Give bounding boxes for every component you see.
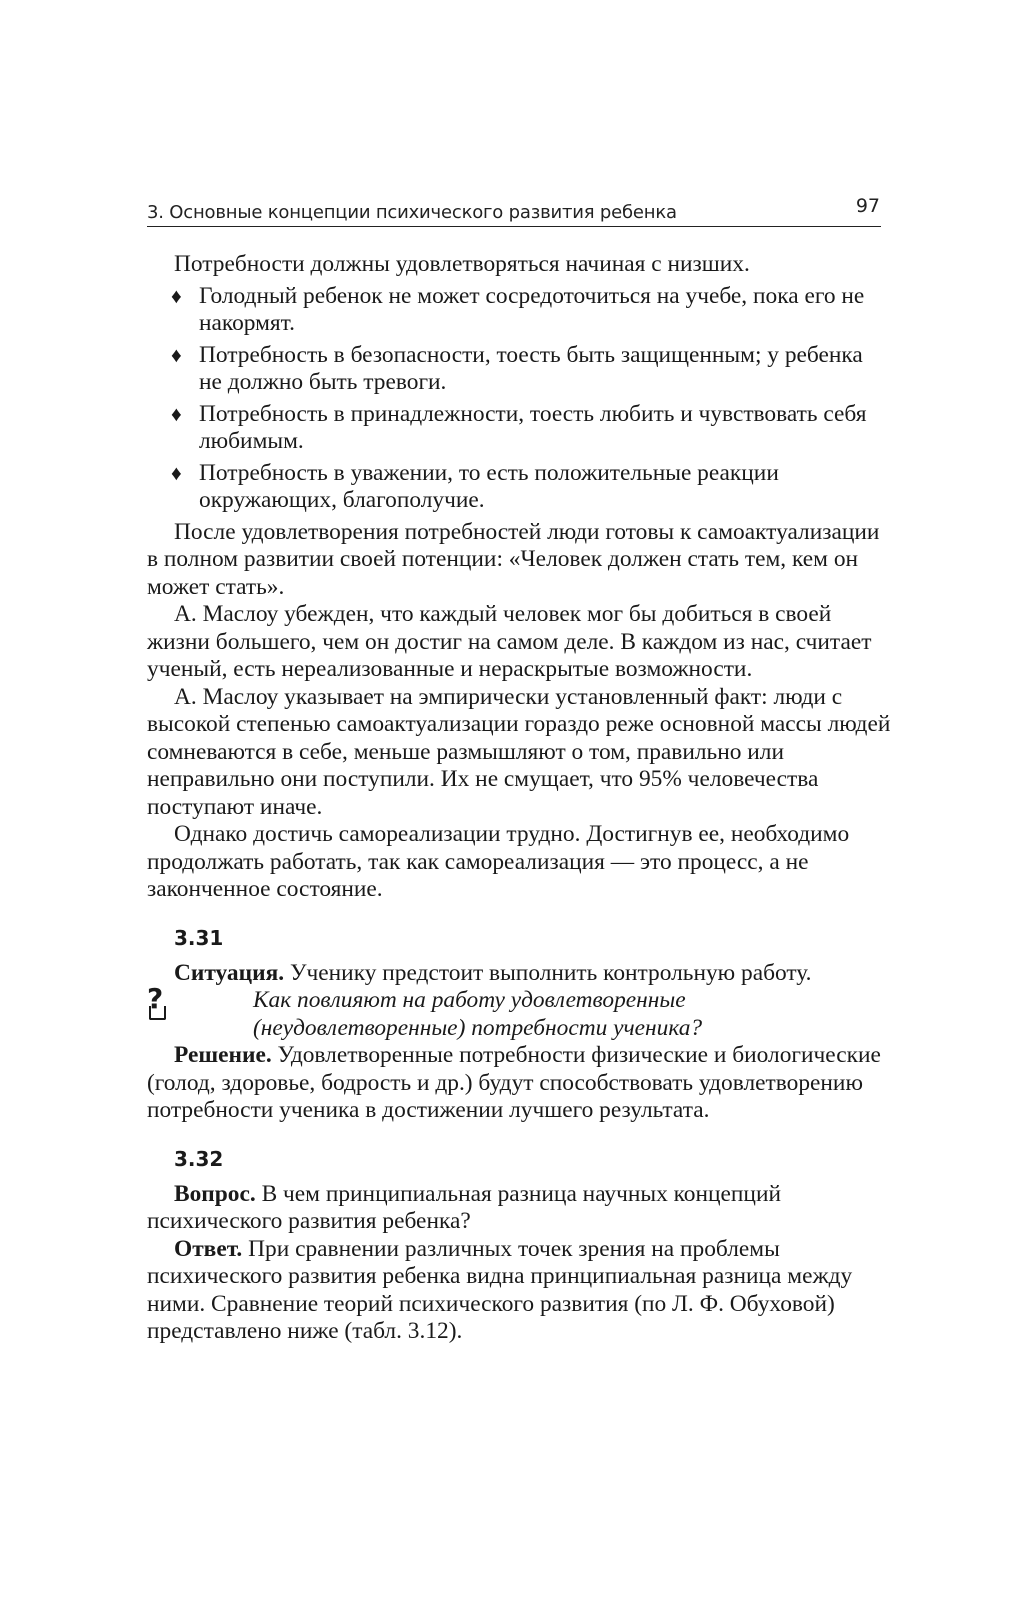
intro-paragraph: Потребности должны удовлетворяться начиная с низших. [174,251,750,277]
list-item: ♦ Потребность в уважении, то есть положительные реакции окружающих, благополучие. [171,459,779,513]
list-item: ♦ Потребность в принадлежности, тоесть любить и чувствовать себя любимым. [171,400,867,454]
solution-label: Решение. [174,1042,272,1068]
situation-text: Ученику предстоит выполнить контрольную работу. [289,959,812,986]
section-number: 3.32 [174,1146,224,1171]
section-number: 3.31 [174,925,224,950]
diamond-bullet-icon: ♦ [171,460,182,485]
paragraph: А. Маслоу указывает на эмпирически установленный факт: люди с высокой степенью самоактуализации гораздо реже основной массы людей сомневаются в себе, меньше размышляют о том, правильно или неправильно они поступили. Их не смущает, что 95% человечества поступают иначе. [147,683,891,820]
paragraph: А. Маслоу убежден, что каждый человек мог бы добиться в своей жизни большего, чем он достиг на самом деле. В каждом из нас, считает ученый, есть нереализованные и нераскрытые возможности. [147,601,872,682]
page-body [147,251,891,1346]
question-block [147,982,891,1042]
question-icon: ? [147,989,167,1017]
diamond-bullet-icon: ♦ [171,342,182,367]
list-item: ♦ Голодный ребенок не может сосредоточиться на учебе, пока его не накормят. [171,282,865,336]
page-number: 97 [855,195,880,217]
needs-list [147,283,891,515]
page-header [147,190,881,227]
running-title: 3. Основные концепции психического развития ребенка [147,202,677,223]
answer-label: Ответ. [174,1235,243,1262]
question-text: Как повлияют на работу удовлетворенные (неудовлетворенные) потребности ученика? [253,987,703,1041]
question-text: В чем принципиальная разница научных концепций психического развития ребенка? [147,1180,781,1234]
diamond-bullet-icon: ♦ [171,401,182,426]
answer-text: При сравнении различных точек зрения на проблемы психического развития ребенка видна принципиальная разница между ними. Сравнение теорий психического развития (по Л. Ф. Обуховой) представлено ниже (табл. 3.12). [147,1235,853,1344]
diamond-bullet-icon: ♦ [171,283,182,308]
question-paragraph [147,1181,891,1236]
paragraph: Однако достичь самореализации трудно. Достигнув ее, необходимо продолжать работать, так как самореализация — это процесс, а не законченное состояние. [147,821,850,902]
situation-label: Ситуация. [174,959,285,986]
situation-paragraph [147,960,891,988]
paragraph: После удовлетворения потребностей люди готовы к самоактуализации в полном развитии своей потенции: «Человек должен стать тем, кем он может стать». [147,518,880,600]
solution-text: Удовлетворенные потребности физические и биологические (голод, здоровье, бодрость и др.) будут способствовать удовлетворению потребности ученика в достижении лучшего результата. [147,1042,881,1123]
list-item: ♦ Потребность в безопасности, тоесть быть защищенным; у ребенка не должно быть тревоги. [171,341,863,395]
question-label: Вопрос. [174,1180,256,1207]
solution-paragraph [147,1042,891,1125]
answer-paragraph [147,1236,891,1346]
